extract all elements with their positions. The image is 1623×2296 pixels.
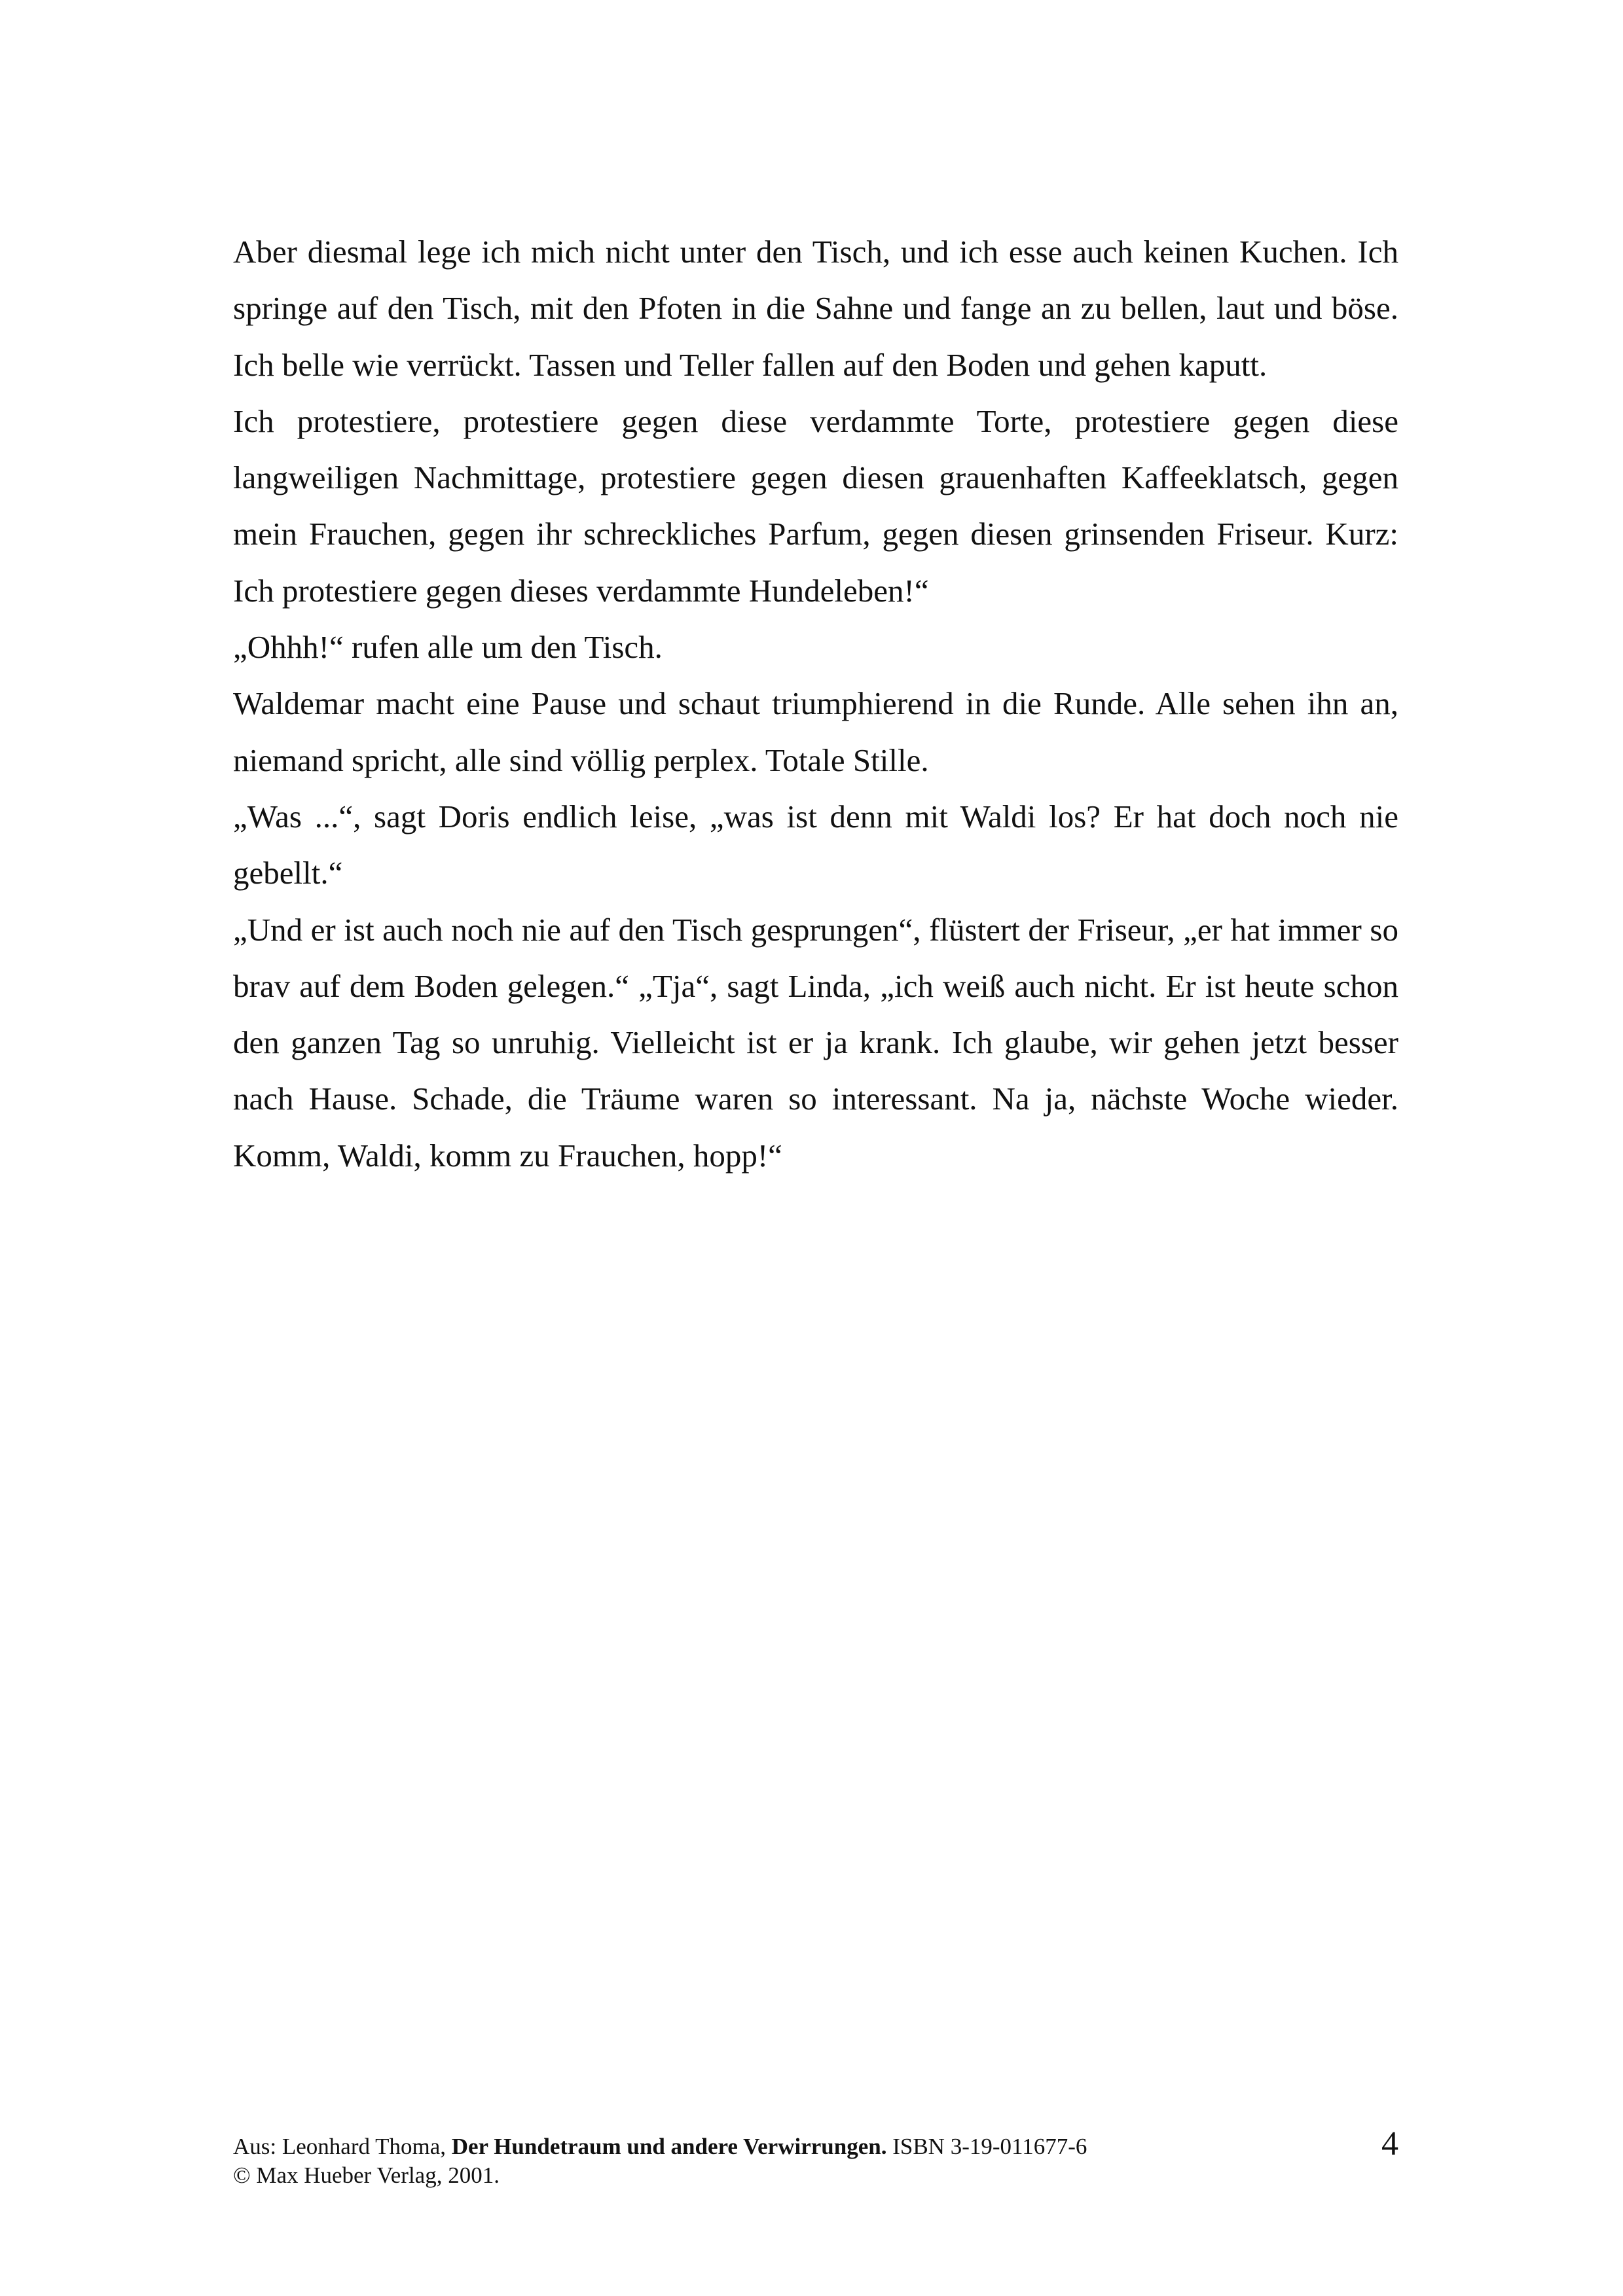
copyright-notice: © Max Hueber Verlag, 2001. xyxy=(233,2162,500,2188)
page-number: 4 xyxy=(1381,2125,1398,2162)
paragraph-5: „Was ...“, sagt Doris endlich leise, „was ist denn mit Waldi los? Er hat doch noch nie gebellt.“ xyxy=(233,798,1398,891)
paragraph-1: Aber diesmal lege ich mich nicht unter den Tisch, und ich esse auch keinen Kuchen. Ich springe auf den Tisch, mit den Pfoten in die Sahne und fange an zu bellen, laut und böse. Ich belle wie verrückt. Tassen und Teller fallen auf den Boden und gehen kaputt. xyxy=(233,234,1398,383)
isbn: ISBN 3-19-011677-6 xyxy=(886,2134,1087,2159)
source-prefix: Aus: Leonhard Thoma, xyxy=(233,2134,452,2159)
source-citation xyxy=(233,2132,1398,2161)
paragraph-3: „Ohhh!“ rufen alle um den Tisch. xyxy=(233,629,663,666)
book-title: Der Hundetraum und andere Verwirrungen. xyxy=(451,2134,887,2159)
page-footer xyxy=(233,2132,1398,2190)
story-text xyxy=(233,224,1398,1184)
paragraph-2: Ich protestiere, protestiere gegen diese verdammte Torte, protestiere gegen diese langweiligen Nachmittage, protestiere gegen diesen grauenhaften Kaffeeklatsch, gegen mein Frauchen, gegen ihr schreckliches Parfum, gegen diesen grinsenden Friseur. Kurz: Ich protestiere gegen dieses verdammte Hundeleben!“ xyxy=(233,403,1398,609)
paragraph-6: „Und er ist auch noch nie auf den Tisch gesprungen“, flüstert der Friseur, „er hat immer so brav auf dem Boden gelegen.“ „Tja“, sagt Linda, „ich weiß auch nicht. Er ist heute schon den ganzen Tag so unruhig. Vielleicht ist er ja krank. Ich glaube, wir gehen jetzt besser nach Hause. Schade, die Träume waren so interessant. Na ja, nächste Woche wieder. Komm, Waldi, komm zu Frauchen, hopp!“ xyxy=(233,911,1398,1174)
paragraph-4: Waldemar macht eine Pause und schaut triumphierend in die Runde. Alle sehen ihn an, niemand spricht, alle sind völlig perplex. Totale Stille. xyxy=(233,685,1398,778)
